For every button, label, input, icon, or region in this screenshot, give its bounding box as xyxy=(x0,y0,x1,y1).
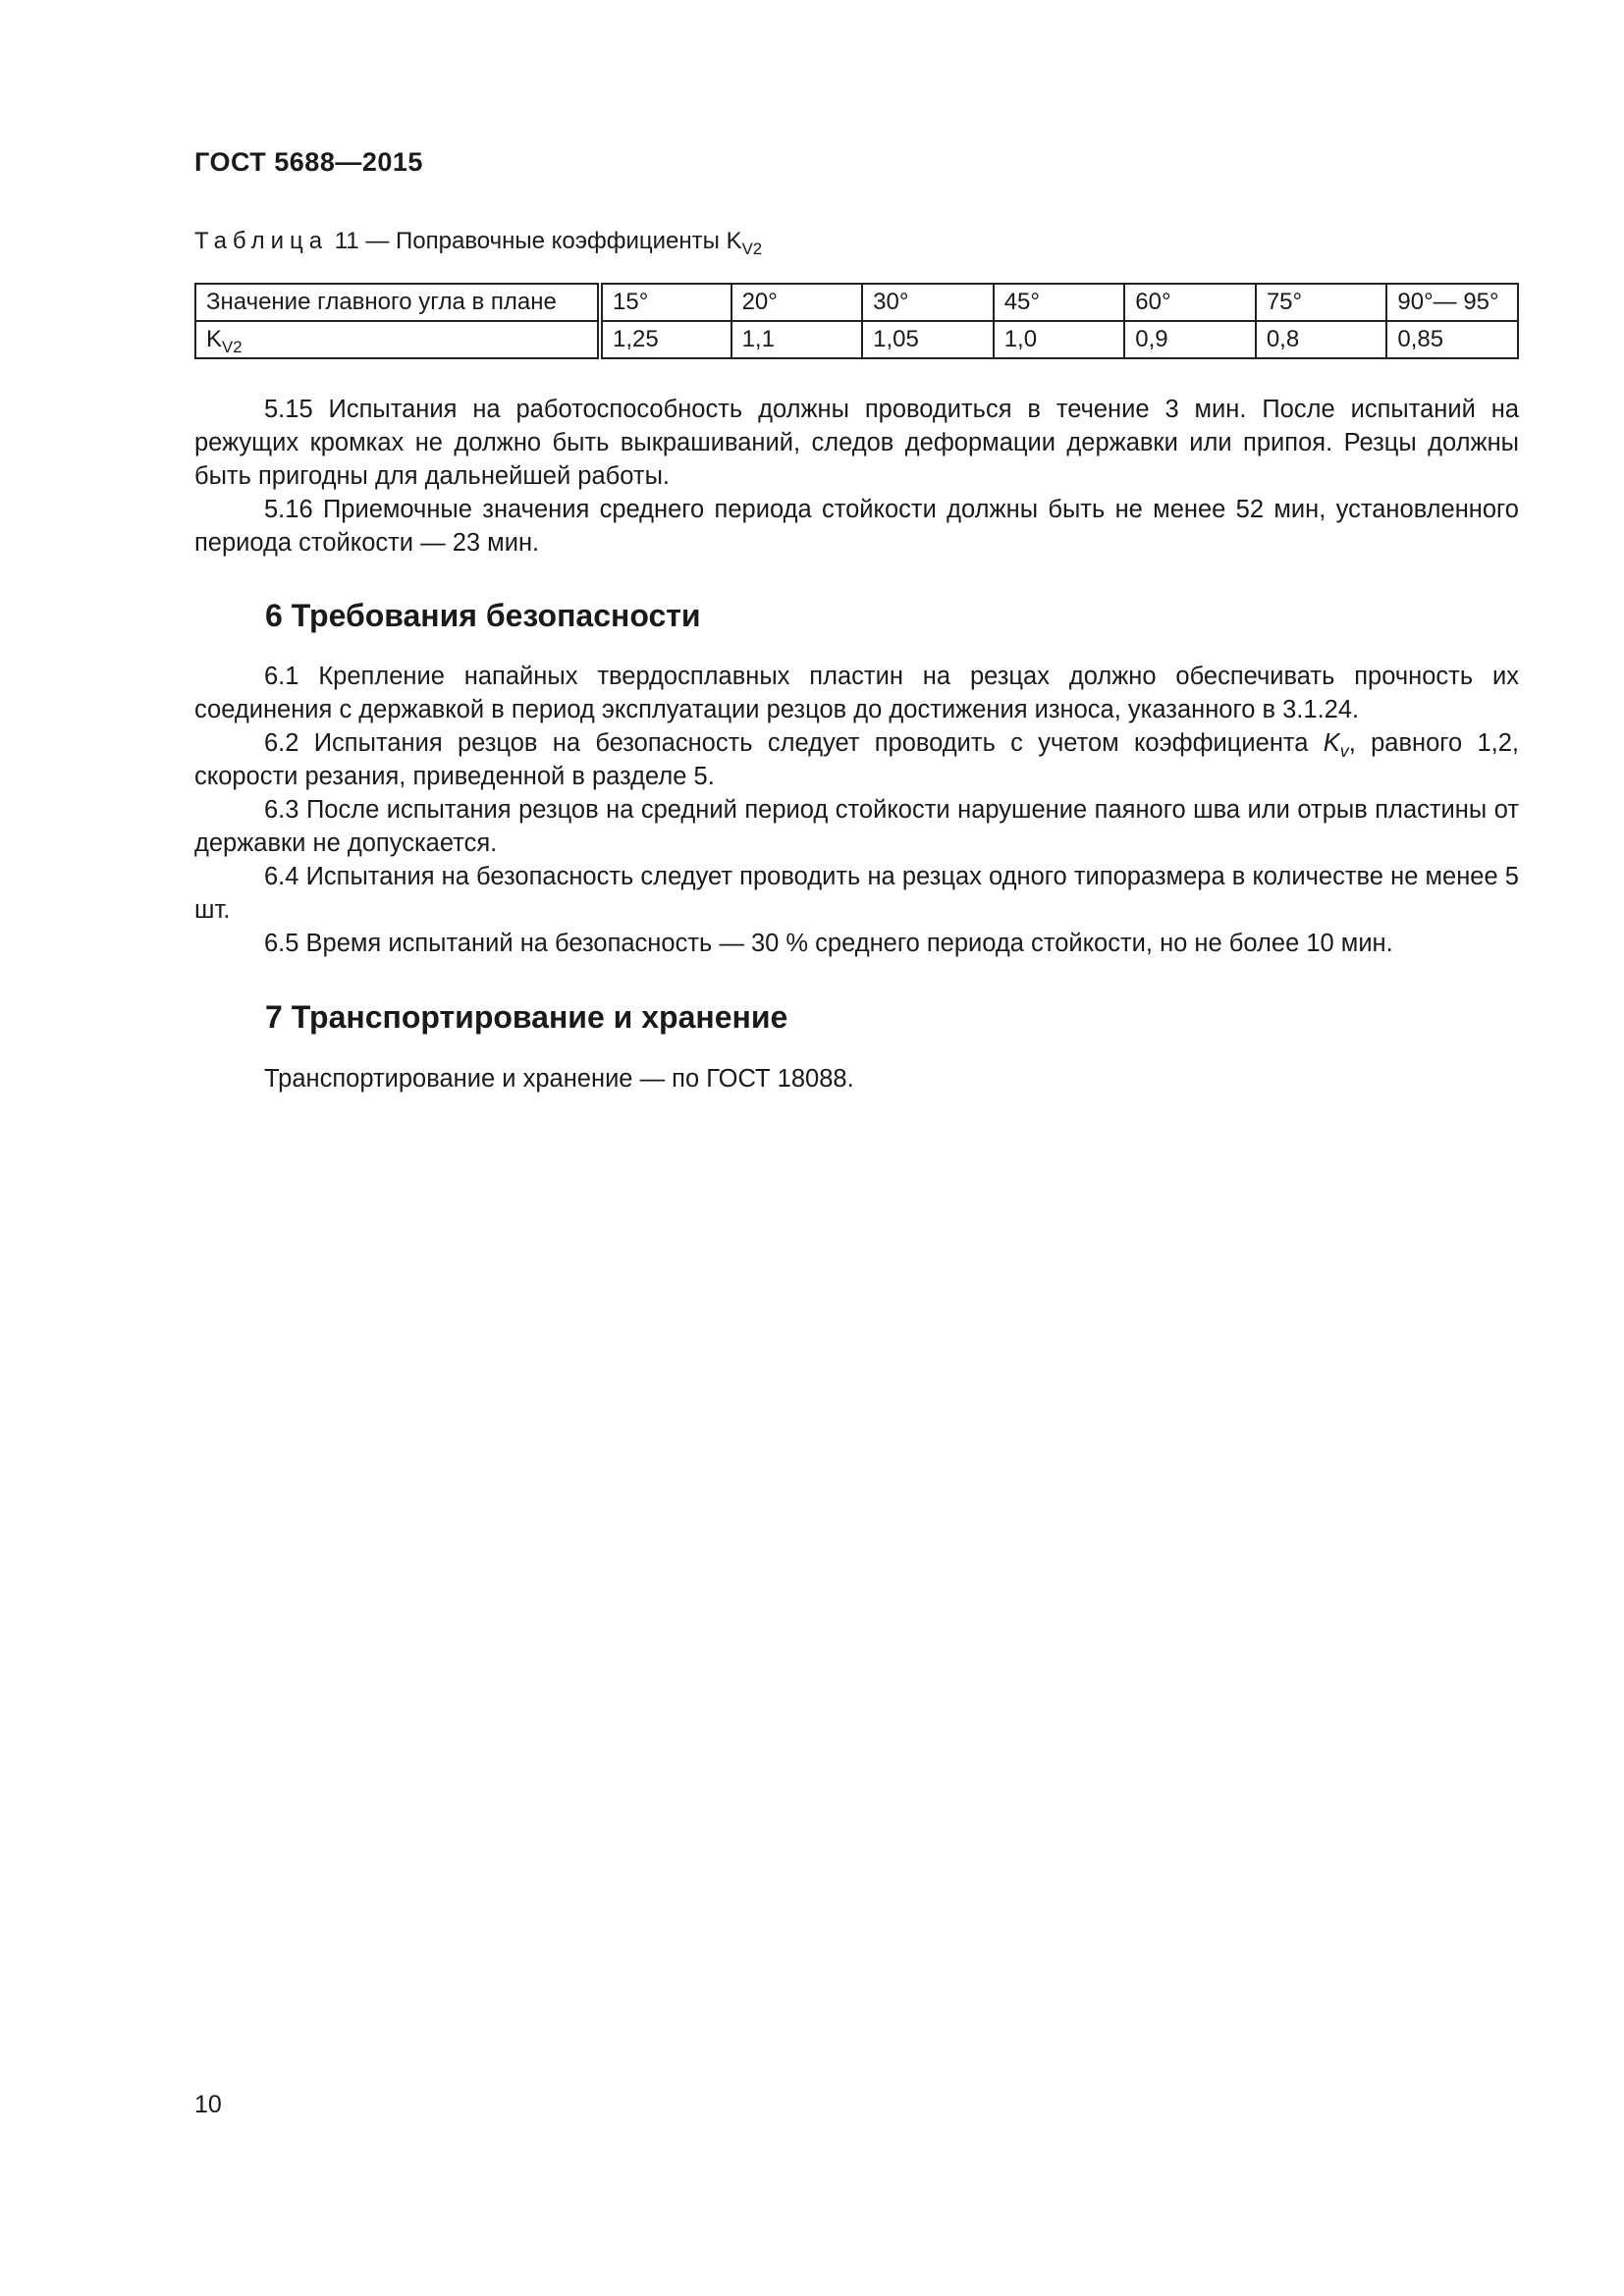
table-cell: 0,8 xyxy=(1256,321,1387,358)
paragraph-7: Транспортирование и хранение — по ГОСТ 18088. xyxy=(264,1065,854,1093)
table-cell: 1,05 xyxy=(862,321,994,358)
table-cell: 1,0 xyxy=(994,321,1125,358)
table-cell: 0,85 xyxy=(1386,321,1518,358)
paragraph-5-15: 5.15 Испытания на работоспособность должны проводиться в течение 3 мин. После испытаний на режущих кромках не должно быть выкрашиваний, следов деформации державки или припоя. Резцы должны быть пригодны для дальнейшей работы. xyxy=(194,396,1519,490)
section-6-title: 6 Требования безопасности xyxy=(265,598,701,633)
page-number: 10 xyxy=(194,2091,222,2118)
coefficient-symbol: K xyxy=(206,326,223,352)
table-caption-text: 11 — Поправочные коэффициенты K xyxy=(334,228,742,254)
table-cell: 75° xyxy=(1256,284,1387,321)
table-cell: 0,9 xyxy=(1124,321,1256,358)
table-cell: 60° xyxy=(1124,284,1256,321)
table-cell: 15° xyxy=(600,284,731,321)
row-header-coefficient xyxy=(195,321,600,358)
row-header-angle: Значение главного угла в плане xyxy=(195,284,600,321)
section-6-body xyxy=(194,660,1519,960)
paragraph-6-5: 6.5 Время испытаний на безопасность — 30 % среднего периода стойкости, но не более 10 мин. xyxy=(264,930,1393,957)
coefficient-k-symbol: K xyxy=(1323,729,1340,757)
paragraph-6-2-text-end: , равного 1,2, скорости резания, приведенной в разделе 5. xyxy=(194,729,1520,790)
paragraph-6-2-text-start: 6.2 Испытания резцов на безопасность следует проводить с учетом коэффициента xyxy=(264,729,1324,757)
table-cell: 1,25 xyxy=(600,321,731,358)
table-cell: 20° xyxy=(731,284,863,321)
table-row-coefficient xyxy=(195,321,1518,358)
section-7-title: 7 Транспортирование и хранение xyxy=(265,999,788,1035)
coefficient-k-subscript: v xyxy=(1339,741,1349,762)
table-cell: 90°— 95° xyxy=(1386,284,1518,321)
table-caption-word: Таблица xyxy=(194,228,329,254)
document-header: ГОСТ 5688—2015 xyxy=(194,147,423,177)
table-caption-subscript: V2 xyxy=(741,239,763,258)
correction-coefficients-table xyxy=(194,283,1519,359)
section-5-continuation xyxy=(194,393,1519,560)
section-7-body xyxy=(194,1062,1519,1095)
paragraph-6-1: 6.1 Крепление напайных твердосплавных пластин на резцах должно обеспечивать прочность их соединения с державкой в период эксплуатации резцов до достижения износа, указанного в 3.1.24. xyxy=(194,663,1519,723)
paragraph-6-4: 6.4 Испытания на безопасность следует проводить на резцах одного типоразмера в количестве не менее 5 шт. xyxy=(194,863,1519,924)
table-row-angle xyxy=(195,284,1518,321)
table-caption xyxy=(194,228,763,258)
table-cell: 45° xyxy=(994,284,1125,321)
table-cell: 1,1 xyxy=(731,321,863,358)
coefficient-subscript: V2 xyxy=(222,337,243,356)
paragraph-6-2 xyxy=(194,726,1519,793)
table-cell: 30° xyxy=(862,284,994,321)
paragraph-5-16: 5.16 Приемочные значения среднего периода стойкости должны быть не менее 52 мин, установленного периода стойкости — 23 мин. xyxy=(194,496,1519,557)
paragraph-6-3: 6.3 После испытания резцов на средний период стойкости нарушение паяного шва или отрыв пластины от державки не допускается. xyxy=(194,796,1519,857)
